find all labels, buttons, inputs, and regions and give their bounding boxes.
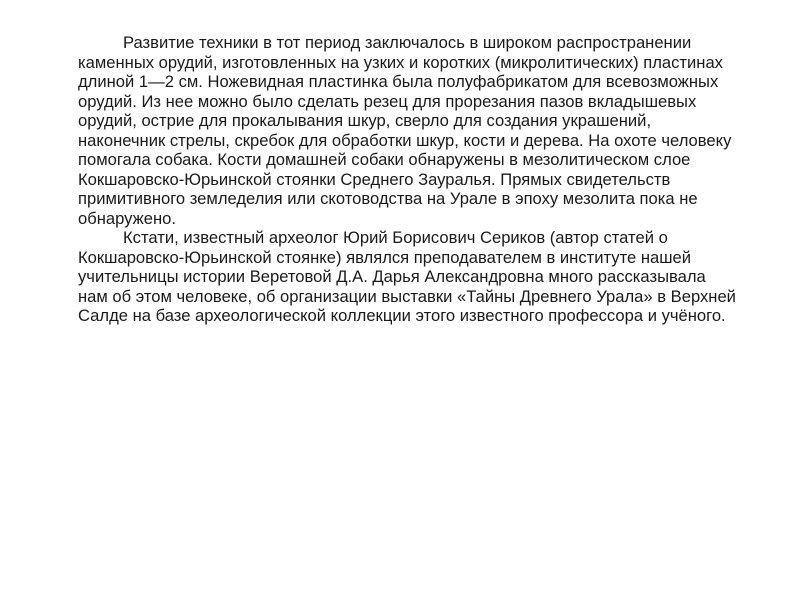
paragraph-1: Развитие техники в тот период заключалось в широком распространении каменных орудий, изготовленных на узких и коротких (микролитических) пластинах длиной 1—2 см. Ножевидная пластинка была полуфабрикатом для всевозможных орудий. Из нее можно было сделать резец для прорезания пазов вкладышевых орудий, острие для прокалывания шкур, сверло для создания украшений, наконечник стрелы, скребок для обработки шкур, кости и дерева. На охоте человеку помогала собака. Кости домашней собаки обнаружены в мезолитическом слое Кокшаровско-Юрьинской стоянки Среднего Зауралья. Прямых свидетельств примитивного земледелия или скотоводства на Урале в эпоху мезолита пока не обнаружено. [78, 33, 732, 228]
paragraph-2: Кстати, известный археолог Юрий Борисович Сериков (автор статей о Кокшаровско-Юрьинской стоянке) являлся преподавателем в институте нашей учительницы истории Веретовой Д.А. Дарья Александровна много рассказывала нам об этом человеке, об организации выставки «Тайны Древнего Урала» в Верхней Салде на базе археологической коллекции этого известного профессора и учёного. [78, 228, 736, 325]
body-text [78, 33, 738, 326]
